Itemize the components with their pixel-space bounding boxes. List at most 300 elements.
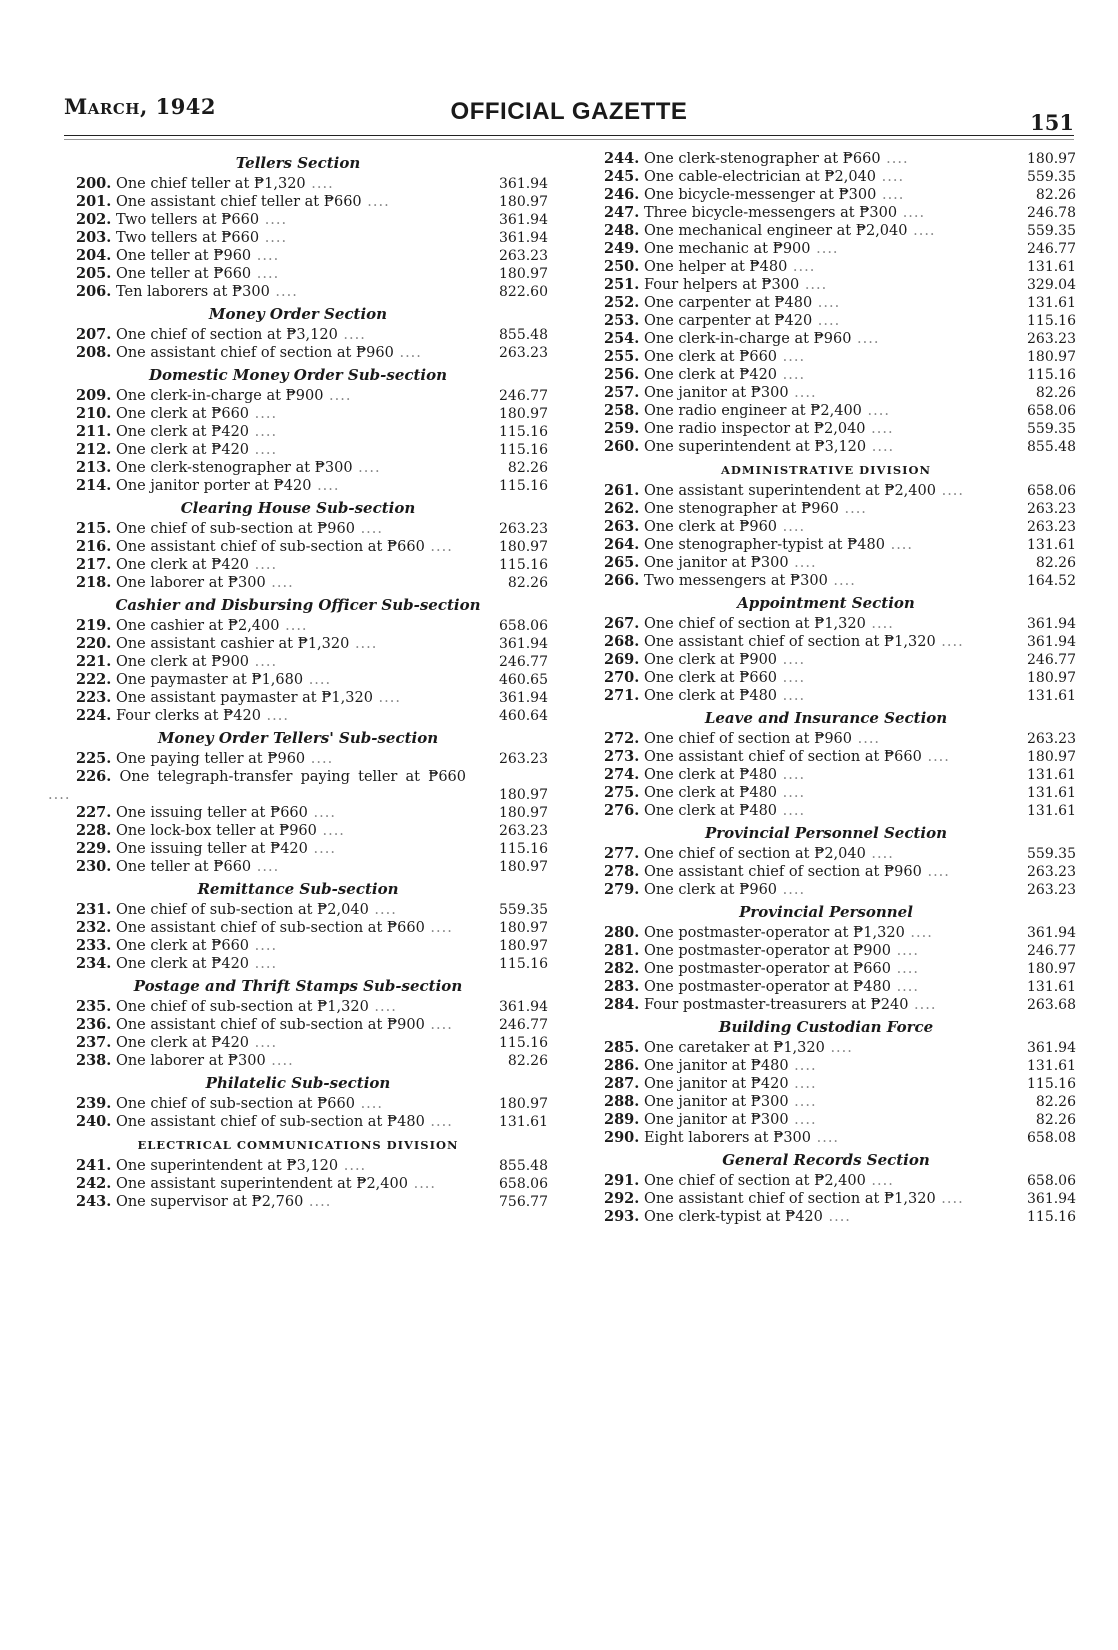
- position-entry: [48, 822, 548, 840]
- position-description: One supervisor at ₱2,760: [115, 1194, 304, 1210]
- section-heading: Postage and Thrift Stamps Sub-section: [133, 977, 463, 995]
- dot-leader: ....: [876, 187, 905, 203]
- position-entry: [48, 768, 548, 804]
- dot-leader: ....: [824, 1040, 853, 1056]
- position-entry: [48, 175, 548, 193]
- item-number: 241.: [76, 1157, 112, 1174]
- appropriation-amount: 180.97: [499, 406, 548, 422]
- appropriation-amount: 82.26: [1035, 555, 1076, 571]
- item-number: 283.: [604, 978, 640, 995]
- position-entry: [48, 901, 548, 919]
- appropriation-amount: 131.61: [1027, 537, 1076, 553]
- appropriation-amount: 246.77: [499, 654, 548, 670]
- item-number: 266.: [604, 572, 640, 589]
- position-entry: [576, 651, 1076, 669]
- position-line: [48, 193, 466, 211]
- dot-leader: ....: [249, 1035, 278, 1051]
- position-entry: [48, 653, 548, 671]
- position-description: One assistant chief of sub-section at ₱900: [115, 1017, 425, 1033]
- position-entry: [48, 617, 548, 635]
- appropriation-amount: 180.97: [499, 805, 548, 821]
- position-entry: [576, 384, 1076, 402]
- item-number: 206.: [76, 283, 112, 300]
- dot-leader: ....: [251, 248, 280, 264]
- appropriation-amount: 131.61: [1027, 803, 1076, 819]
- position-line: [576, 1208, 994, 1226]
- position-description: One lock-box teller at ₱960: [115, 823, 317, 839]
- dot-leader: ....: [305, 751, 334, 767]
- item-number: 270.: [604, 669, 640, 686]
- position-line: [48, 229, 466, 247]
- item-number: 285.: [604, 1039, 640, 1056]
- appropriation-amount: 82.26: [1035, 1094, 1076, 1110]
- position-description: One chief of section at ₱960: [643, 731, 852, 747]
- dot-leader: ....: [354, 1096, 384, 1112]
- header-publication-title: OFFICIAL GAZETTE: [450, 98, 688, 125]
- item-number: 278.: [604, 863, 640, 880]
- item-number: 248.: [604, 222, 640, 239]
- item-number: 269.: [604, 651, 640, 668]
- appropriation-amount: 559.35: [1027, 846, 1076, 862]
- position-line: [576, 500, 994, 518]
- appropriation-amount: 115.16: [499, 442, 548, 458]
- position-description: One clerk at ₱960: [643, 882, 778, 898]
- position-entry: [576, 348, 1076, 366]
- position-description: One postmaster-operator at ₱480: [643, 979, 891, 995]
- position-description: One clerk at ₱960: [643, 519, 778, 535]
- position-entry: [48, 459, 548, 477]
- position-description: One chief of sub-section at ₱1,320: [115, 999, 369, 1015]
- item-number: 268.: [604, 633, 640, 650]
- item-number: 245.: [604, 168, 640, 185]
- position-description: One assistant superintendent at ₱2,400: [115, 1176, 408, 1192]
- position-entry: [576, 1172, 1076, 1190]
- position-line: [576, 1172, 994, 1190]
- position-entry: [48, 423, 548, 441]
- item-number: 218.: [76, 574, 112, 591]
- position-entry: [576, 978, 1076, 996]
- item-number: 274.: [604, 766, 640, 783]
- position-line: [48, 998, 466, 1016]
- position-description: One laborer at ₱300: [115, 1053, 266, 1069]
- dot-leader: ....: [935, 1191, 964, 1207]
- position-description: One janitor porter at ₱420: [115, 478, 312, 494]
- position-entry: [48, 1095, 548, 1113]
- position-description: One mechanic at ₱900: [643, 241, 811, 257]
- dot-leader: ....: [307, 841, 336, 857]
- position-description: One bicycle-messenger at ₱300: [643, 187, 877, 203]
- position-line: [576, 669, 994, 687]
- dot-leader: ....: [935, 634, 964, 650]
- position-entry: [576, 730, 1076, 748]
- dot-leader: ....: [904, 925, 933, 941]
- position-description: One assistant chief of section at ₱960: [115, 345, 394, 361]
- position-line: [576, 1057, 994, 1075]
- appropriation-amount: 855.48: [1027, 439, 1076, 455]
- appropriation-amount: 82.26: [507, 460, 548, 476]
- section-heading: Domestic Money Order Sub-section: [148, 366, 448, 384]
- appropriation-amount: 246.78: [1027, 205, 1076, 221]
- appropriation-amount: 180.97: [499, 194, 548, 210]
- position-line: [48, 1157, 466, 1175]
- position-entry: [576, 766, 1076, 784]
- position-description: One clerk at ₱480: [643, 767, 778, 783]
- position-description: One clerk at ₱420: [115, 424, 250, 440]
- dot-leader: ....: [777, 652, 806, 668]
- appropriation-amount: 658.08: [1027, 1130, 1076, 1146]
- dot-leader: ....: [368, 999, 397, 1015]
- appropriation-amount: 115.16: [499, 1035, 548, 1051]
- position-line: [576, 924, 994, 942]
- item-number: 222.: [76, 671, 112, 688]
- dot-leader: ....: [788, 1112, 817, 1128]
- position-line: [48, 211, 466, 229]
- position-line: [576, 204, 994, 222]
- page-number: 151: [1030, 110, 1074, 135]
- item-number: 279.: [604, 881, 640, 898]
- position-entry: [576, 402, 1076, 420]
- position-entry: [48, 211, 548, 229]
- item-number: 284.: [604, 996, 640, 1013]
- item-number: 292.: [604, 1190, 640, 1207]
- dot-leader: ....: [788, 1094, 817, 1110]
- position-description: One assistant chief of section at ₱960: [643, 864, 922, 880]
- dot-leader: ....: [777, 519, 806, 535]
- dot-leader: ....: [890, 961, 920, 977]
- position-description: Two tellers at ₱660: [115, 212, 260, 228]
- position-line: [48, 750, 466, 768]
- position-description: One clerk at ₱900: [643, 652, 778, 668]
- dot-leader: ....: [876, 169, 905, 185]
- dot-leader: ....: [249, 938, 278, 954]
- appropriation-amount: 756.77: [499, 1194, 548, 1210]
- position-description: Four helpers at ₱300: [643, 277, 800, 293]
- position-line: [576, 168, 994, 186]
- position-entry: [576, 1111, 1076, 1129]
- position-line: [48, 405, 466, 423]
- position-description: One clerk at ₱660: [115, 938, 250, 954]
- position-description: One chief of section at ₱3,120: [115, 327, 338, 343]
- dot-leader: ....: [777, 367, 806, 383]
- position-description: One janitor at ₱300: [643, 1112, 789, 1128]
- appropriation-amount: 180.97: [499, 859, 548, 875]
- position-entry: [48, 1193, 548, 1211]
- item-number: 236.: [76, 1016, 112, 1033]
- position-entry: [576, 536, 1076, 554]
- position-description: One clerk at ₱660: [643, 670, 778, 686]
- position-description: One assistant chief of section at ₱1,320: [643, 1191, 936, 1207]
- position-line: [48, 574, 466, 592]
- dot-leader: ....: [251, 859, 280, 875]
- position-entry: [576, 240, 1076, 258]
- item-number: 214.: [76, 477, 112, 494]
- position-entry: [576, 438, 1076, 456]
- page-header: [64, 88, 1074, 135]
- appropriation-amount: 460.64: [499, 708, 548, 724]
- position-line: [576, 294, 994, 312]
- item-number: 208.: [76, 344, 112, 361]
- dot-leader: ....: [307, 805, 336, 821]
- appropriation-amount: 263.23: [1027, 519, 1076, 535]
- position-description: Four postmaster-treasurers at ₱240: [643, 997, 909, 1013]
- position-entry: [576, 420, 1076, 438]
- position-entry: [576, 312, 1076, 330]
- position-line: [48, 707, 466, 725]
- position-entry: [48, 247, 548, 265]
- dot-leader: ....: [777, 785, 806, 801]
- dot-leader: ....: [788, 555, 817, 571]
- position-line: [48, 326, 466, 344]
- header-date: March, 1942: [64, 94, 217, 119]
- position-entry: [576, 1075, 1076, 1093]
- dot-leader: ....: [338, 1158, 367, 1174]
- appropriation-amount: 82.26: [1035, 187, 1076, 203]
- position-line: [576, 420, 994, 438]
- appropriation-amount: 559.35: [1027, 223, 1076, 239]
- position-description: One clerk at ₱900: [115, 654, 250, 670]
- position-line: [576, 150, 994, 168]
- position-line: [576, 996, 994, 1014]
- position-entry: [576, 633, 1076, 651]
- dot-leader: ....: [372, 690, 401, 706]
- position-line: [576, 978, 994, 996]
- item-number: 216.: [76, 538, 112, 555]
- position-line: [48, 477, 466, 495]
- appropriation-amount: 361.94: [1027, 616, 1076, 632]
- dot-leader: ....: [424, 1017, 453, 1033]
- item-number: 256.: [604, 366, 640, 383]
- position-line: [576, 330, 994, 348]
- appropriation-amount: 559.35: [499, 902, 548, 918]
- position-description: One clerk-typist at ₱420: [643, 1209, 823, 1225]
- position-description: One chief of sub-section at ₱960: [115, 521, 355, 537]
- position-description: One janitor at ₱300: [643, 1094, 789, 1110]
- item-number: 289.: [604, 1111, 640, 1128]
- position-description: One carpenter at ₱480: [643, 295, 813, 311]
- appropriation-amount: 658.06: [499, 1176, 548, 1192]
- position-description: Three bicycle-messengers at ₱300: [643, 205, 898, 221]
- position-description: Two messengers at ₱300: [643, 573, 828, 589]
- position-description: One assistant chief of sub-section at ₱660: [115, 539, 425, 555]
- appropriation-amount: 658.06: [1027, 403, 1076, 419]
- position-description: One chief teller at ₱1,320: [115, 176, 306, 192]
- appropriation-amount: 361.94: [1027, 634, 1076, 650]
- dot-leader: ....: [349, 636, 378, 652]
- item-number: 234.: [76, 955, 112, 972]
- position-entry: [576, 1093, 1076, 1111]
- position-line: [48, 768, 466, 804]
- item-number: 251.: [604, 276, 640, 293]
- item-number: 265.: [604, 554, 640, 571]
- item-number: 200.: [76, 175, 112, 192]
- position-description: One issuing teller at ₱660: [115, 805, 308, 821]
- appropriation-amount: 822.60: [499, 284, 548, 300]
- dot-leader: ....: [884, 537, 914, 553]
- position-line: [48, 1016, 466, 1034]
- position-line: [576, 186, 994, 204]
- position-description: One clerk at ₱660: [643, 349, 778, 365]
- position-line: [576, 1039, 994, 1057]
- dot-leader: ....: [424, 1114, 453, 1130]
- position-line: [48, 840, 466, 858]
- position-entry: [576, 863, 1076, 881]
- position-line: [48, 265, 466, 283]
- position-entry: [576, 615, 1076, 633]
- position-description: One mechanical engineer at ₱2,040: [643, 223, 908, 239]
- dot-leader: ....: [269, 284, 298, 300]
- position-description: One stenographer at ₱960: [643, 501, 839, 517]
- dot-leader: ....: [827, 573, 856, 589]
- dot-leader: ....: [249, 557, 278, 573]
- appropriation-amount: 131.61: [1027, 295, 1076, 311]
- position-entry: [48, 265, 548, 283]
- item-number: 276.: [604, 802, 640, 819]
- appropriation-amount: 361.94: [499, 176, 548, 192]
- appropriation-amount: 131.61: [1027, 979, 1076, 995]
- position-line: [576, 1075, 994, 1093]
- item-number: 204.: [76, 247, 112, 264]
- item-number: 271.: [604, 687, 640, 704]
- item-number: 244.: [604, 150, 640, 167]
- appropriation-amount: 263.23: [1027, 331, 1076, 347]
- dot-leader: ....: [393, 345, 422, 361]
- dot-leader: ....: [890, 979, 920, 995]
- position-description: One paying teller at ₱960: [115, 751, 306, 767]
- section-heading: Clearing House Sub-section: [180, 499, 416, 517]
- position-entry: [576, 669, 1076, 687]
- dot-leader: ....: [787, 259, 816, 275]
- item-number: 213.: [76, 459, 112, 476]
- dot-leader: ....: [259, 212, 288, 228]
- dot-leader: ....: [865, 421, 894, 437]
- dot-leader: ....: [851, 331, 880, 347]
- section-heading: Philatelic Sub-section: [205, 1074, 391, 1092]
- position-entry: [48, 840, 548, 858]
- dot-leader: ....: [777, 670, 806, 686]
- appropriation-amount: 658.06: [1027, 483, 1076, 499]
- dot-leader: ....: [865, 1173, 894, 1189]
- item-number: 267.: [604, 615, 640, 632]
- position-entry: [48, 1157, 548, 1175]
- appropriation-amount: 180.97: [1027, 749, 1076, 765]
- position-entry: [48, 405, 548, 423]
- appropriation-amount: 82.26: [1035, 1112, 1076, 1128]
- position-line: [576, 1129, 994, 1147]
- position-description: One clerk-stenographer at ₱660: [643, 151, 881, 167]
- dot-leader: ....: [907, 223, 936, 239]
- position-entry: [576, 150, 1076, 168]
- position-description: One clerk-stenographer at ₱300: [115, 460, 353, 476]
- position-line: [48, 937, 466, 955]
- appropriation-amount: 115.16: [499, 841, 548, 857]
- item-number: 221.: [76, 653, 112, 670]
- position-entry: [576, 881, 1076, 899]
- position-description: One clerk-in-charge at ₱960: [643, 331, 852, 347]
- position-description: One chief of section at ₱2,400: [643, 1173, 866, 1189]
- position-entry: [576, 366, 1076, 384]
- item-number: 207.: [76, 326, 112, 343]
- position-entry: [576, 942, 1076, 960]
- position-description: One clerk at ₱480: [643, 785, 778, 801]
- position-line: [576, 402, 994, 420]
- section-heading: Tellers Section: [235, 154, 361, 172]
- appropriation-amount: 361.94: [499, 999, 548, 1015]
- item-number: 250.: [604, 258, 640, 275]
- position-line: [48, 1052, 466, 1070]
- item-number: 275.: [604, 784, 640, 801]
- item-number: 232.: [76, 919, 112, 936]
- position-description: One clerk at ₱420: [115, 956, 250, 972]
- position-entry: [576, 1129, 1076, 1147]
- appropriation-amount: 263.23: [1027, 864, 1076, 880]
- dot-leader: ....: [303, 1194, 332, 1210]
- item-number: 237.: [76, 1034, 112, 1051]
- position-description: One clerk at ₱420: [115, 442, 250, 458]
- position-description: One assistant chief of sub-section at ₱660: [115, 920, 425, 936]
- position-entry: [576, 554, 1076, 572]
- appropriation-amount: 855.48: [499, 1158, 548, 1174]
- position-line: [576, 633, 994, 651]
- item-number: 210.: [76, 405, 112, 422]
- dot-leader: ....: [852, 731, 881, 747]
- item-number: 287.: [604, 1075, 640, 1092]
- position-entry: [576, 845, 1076, 863]
- position-entry: [576, 168, 1076, 186]
- position-line: [576, 1093, 994, 1111]
- position-line: [576, 366, 994, 384]
- item-number: 254.: [604, 330, 640, 347]
- position-line: [576, 1111, 994, 1129]
- dot-leader: ....: [865, 846, 894, 862]
- item-number: 277.: [604, 845, 640, 862]
- item-number: 230.: [76, 858, 112, 875]
- dot-leader: ....: [777, 688, 806, 704]
- dot-leader: ....: [861, 403, 890, 419]
- dot-leader: ....: [316, 823, 345, 839]
- position-description: One janitor at ₱420: [643, 1076, 789, 1092]
- dot-leader: ....: [361, 194, 390, 210]
- dot-leader: ....: [921, 749, 950, 765]
- appropriation-amount: 658.06: [1027, 1173, 1076, 1189]
- position-description: One assistant paymaster at ₱1,320: [115, 690, 373, 706]
- appropriation-amount: 361.94: [1027, 1191, 1076, 1207]
- appropriation-amount: 263.23: [499, 521, 548, 537]
- dot-leader: ....: [811, 1130, 840, 1146]
- right-column: [576, 150, 1076, 1226]
- position-line: [48, 538, 466, 556]
- dot-leader: ....: [249, 424, 278, 440]
- section-heading: Remittance Sub-section: [197, 880, 399, 898]
- appropriation-amount: 180.97: [499, 938, 548, 954]
- position-description: One radio engineer at ₱2,400: [643, 403, 862, 419]
- item-number: 229.: [76, 840, 112, 857]
- position-line: [576, 554, 994, 572]
- position-line: [48, 1113, 466, 1131]
- position-line: [48, 1193, 466, 1211]
- position-entry: [576, 482, 1076, 500]
- item-number: 272.: [604, 730, 640, 747]
- position-description: One clerk at ₱480: [643, 803, 778, 819]
- position-description: One teller at ₱660: [115, 266, 252, 282]
- dot-leader: ....: [352, 460, 381, 476]
- item-number: 281.: [604, 942, 640, 959]
- position-line: [48, 671, 466, 689]
- item-number: 228.: [76, 822, 112, 839]
- position-line: [48, 459, 466, 477]
- section-heading: Appointment Section: [737, 594, 915, 612]
- position-entry: [576, 1190, 1076, 1208]
- position-line: [576, 863, 994, 881]
